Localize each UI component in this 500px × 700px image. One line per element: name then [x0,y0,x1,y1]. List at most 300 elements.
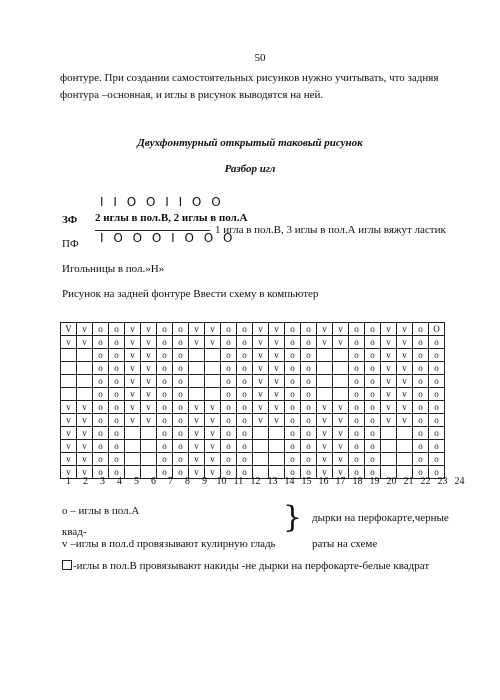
grid-cell: o [221,362,237,375]
grid-cell: o [109,362,125,375]
grid-cell: o [221,453,237,466]
grid-cell: o [173,427,189,440]
grid-cell: o [237,336,253,349]
grid-cell: o [301,388,317,401]
pattern-note: Рисунок на задней фонтуре Ввести схему в компьютер [62,288,319,300]
grid-cell: o [93,323,109,336]
grid-cell: o [173,440,189,453]
grid-row [61,349,445,362]
grid-row [61,453,445,466]
grid-cell: o [157,375,173,388]
grid-cell: v [125,388,141,401]
grid-cell: o [349,362,365,375]
grid-cell: o [429,349,445,362]
grid-cell [189,349,205,362]
grid-cell: v [189,453,205,466]
grid-cell [317,375,333,388]
grid-cell: v [397,362,413,375]
grid-cell: o [301,440,317,453]
grid-cell: v [381,388,397,401]
grid-row [61,427,445,440]
grid-cell: v [253,414,269,427]
section-subtitle: Разбор игл [224,163,276,175]
grid-cell: o [173,323,189,336]
grid-cell: v [189,466,205,479]
empty-square-icon [62,560,72,570]
grid-cell: o [349,336,365,349]
grid-cell: o [413,323,429,336]
grid-cell: o [365,427,381,440]
column-number: 18 [352,476,363,487]
legend-o: о – иглы в пол.А [62,505,140,517]
column-number: 11 [233,476,244,487]
column-number: 19 [369,476,380,487]
grid-cell: o [365,375,381,388]
section-title: Двухфонтурный открытый таковый рисунок [137,137,363,149]
grid-cell: v [205,466,221,479]
grid-cell: o [221,427,237,440]
intro-line-1: фонтуре. При создании самостоятельных рисунков нужно учитывать, что задняя [60,72,439,84]
grid-cell: o [285,349,301,362]
grid-cell: v [189,427,205,440]
grid-cell [397,440,413,453]
grid-cell [141,453,157,466]
back-bed-label: ПФ [62,238,79,250]
grid-cell: v [141,388,157,401]
grid-cell: o [109,440,125,453]
grid-cell: v [317,427,333,440]
grid-cell: v [77,440,93,453]
grid-cell [77,349,93,362]
grid-cell: v [381,336,397,349]
grid-cell: v [205,440,221,453]
grid-cell: o [413,427,429,440]
grid-cell: v [125,375,141,388]
grid-cell: o [221,401,237,414]
grid-cell: o [221,466,237,479]
grid-cell [77,362,93,375]
column-number: 4 [117,476,122,487]
grid-cell [189,388,205,401]
grid-cell: o [413,362,429,375]
grid-cell: o [301,427,317,440]
grid-cell: v [253,349,269,362]
grid-cell: v [333,414,349,427]
grid-cell: v [205,414,221,427]
front-bed-needle-code: I I O O I I O O [100,195,224,209]
front-bed-label: ЗФ [62,214,78,226]
grid-cell: o [157,414,173,427]
grid-cell: v [333,453,349,466]
grid-cell: v [205,323,221,336]
grid-cell: v [269,323,285,336]
grid-cell: o [93,388,109,401]
grid-cell: o [301,336,317,349]
intro-line-2: фонтура –основная, и иглы в рисунок выводятся на ней. [60,89,324,101]
grid-cell: o [349,427,365,440]
grid-cell [61,349,77,362]
grid-cell [381,440,397,453]
grid-row [61,440,445,453]
grid-cell: o [285,414,301,427]
column-number: 5 [134,476,139,487]
column-number: 3 [100,476,105,487]
grid-cell: o [365,414,381,427]
grid-cell [253,453,269,466]
grid-row [61,362,445,375]
grid-cell: o [109,414,125,427]
grid-cell: v [141,375,157,388]
grid-cell: v [317,323,333,336]
needle-beds-note: Игольницы в пол.»Н» [62,263,165,275]
grid-cell: v [189,440,205,453]
grid-cell: o [349,440,365,453]
grid-cell: o [221,323,237,336]
column-number: 8 [185,476,190,487]
grid-cell: o [109,349,125,362]
grid-cell: v [333,427,349,440]
grid-cell: o [93,349,109,362]
grid-cell: v [61,440,77,453]
grid-cell [397,427,413,440]
grid-cell [141,427,157,440]
grid-cell: o [157,388,173,401]
column-number: 17 [335,476,346,487]
grid-cell: v [269,375,285,388]
grid-cell [317,388,333,401]
grid-cell: o [285,362,301,375]
grid-cell: o [93,362,109,375]
grid-cell: o [365,349,381,362]
grid-cell: v [125,336,141,349]
column-number: 10 [216,476,227,487]
grid-cell: o [157,336,173,349]
grid-cell [77,388,93,401]
grid-cell: v [77,336,93,349]
grid-cell: v [77,453,93,466]
grid-cell: v [317,414,333,427]
column-number: 24 [454,476,465,487]
grid-cell: o [349,401,365,414]
grid-cell [205,388,221,401]
grid-row [61,323,445,336]
grid-cell: o [429,414,445,427]
grid-cell: v [253,362,269,375]
grid-cell: v [333,336,349,349]
grid-cell: v [381,323,397,336]
column-number: 14 [284,476,295,487]
grid-cell: o [301,453,317,466]
front-bed-text: 2 иглы в пол.В, 2 иглы в пол.А [95,212,248,224]
grid-cell: o [173,414,189,427]
grid-cell: v [189,401,205,414]
grid-cell: o [237,440,253,453]
grid-cell: o [93,375,109,388]
grid-cell [253,440,269,453]
grid-cell [189,375,205,388]
grid-cell: o [109,401,125,414]
grid-cell: v [125,349,141,362]
grid-cell: v [397,401,413,414]
grid-cell: v [61,414,77,427]
grid-cell: v [253,401,269,414]
grid-row [61,401,445,414]
grid-cell: v [381,349,397,362]
grid-cell: o [157,453,173,466]
grid-cell: o [285,375,301,388]
grid-cell: v [61,401,77,414]
grid-cell [77,375,93,388]
column-number: 22 [420,476,431,487]
legend-square-text: -иглы в пол.В провязывают накиды -не дырки на перфокарте-белые квадрат [73,560,430,572]
grid-cell: o [237,362,253,375]
grid-cell: o [285,401,301,414]
grid-cell [61,388,77,401]
grid-cell: v [141,414,157,427]
grid-cell: v [141,349,157,362]
grid-cell: o [173,375,189,388]
grid-cell: v [253,323,269,336]
grid-cell: v [397,349,413,362]
grid-cell: o [93,453,109,466]
grid-cell [269,453,285,466]
grid-cell: v [61,336,77,349]
grid-cell: v [397,323,413,336]
grid-cell: v [141,362,157,375]
grid-cell: o [93,466,109,479]
grid-cell [141,440,157,453]
grid-cell: o [365,440,381,453]
grid-cell: v [141,401,157,414]
grid-cell: o [413,336,429,349]
grid-cell: v [269,401,285,414]
grid-cell: v [269,349,285,362]
grid-cell: o [173,401,189,414]
grid-cell: o [237,323,253,336]
grid-cell: v [317,440,333,453]
grid-cell [253,427,269,440]
grid-cell: o [301,323,317,336]
column-number: 20 [386,476,397,487]
grid-cell: v [333,466,349,479]
grid-cell: o [93,336,109,349]
column-number: 12 [250,476,261,487]
grid-cell [269,440,285,453]
grid-cell [333,349,349,362]
column-number: 13 [267,476,278,487]
grid-cell: o [349,349,365,362]
grid-cell: o [93,414,109,427]
grid-cell: o [365,362,381,375]
grid-cell: v [333,401,349,414]
grid-cell: o [301,414,317,427]
grid-cell [269,427,285,440]
grid-cell: v [253,388,269,401]
grid-cell [381,453,397,466]
grid-cell: o [157,440,173,453]
grid-cell: o [109,427,125,440]
grid-cell: o [365,388,381,401]
grid-cell: v [205,336,221,349]
grid-cell: V [61,323,77,336]
grid-cell: v [125,414,141,427]
grid-cell: v [205,401,221,414]
column-number: 2 [83,476,88,487]
grid-cell: o [173,336,189,349]
back-bed-needle-code: I O O O I O O O [100,231,236,245]
grid-cell: o [301,466,317,479]
grid-cell: o [301,375,317,388]
column-number: 15 [301,476,312,487]
grid-cell: v [269,414,285,427]
grid-cell: v [125,362,141,375]
grid-cell: o [301,349,317,362]
grid-cell: o [413,453,429,466]
legend-v: v –иглы в пол.d провязывают кулирную гладь [62,538,276,550]
grid-cell: o [221,375,237,388]
grid-cell: o [365,466,381,479]
grid-cell: o [429,336,445,349]
grid-cell: o [429,375,445,388]
grid-cell [333,375,349,388]
grid-cell: o [109,466,125,479]
grid-cell [61,375,77,388]
grid-cell: o [413,466,429,479]
grid-cell: o [285,323,301,336]
grid-cell: v [269,388,285,401]
grid-cell: v [381,362,397,375]
grid-cell [333,388,349,401]
grid-cell: o [301,401,317,414]
column-number: 6 [151,476,156,487]
grid-cell: o [365,401,381,414]
grid-cell: o [93,440,109,453]
grid-cell: o [237,466,253,479]
grid-cell: v [381,375,397,388]
grid-cell: o [349,375,365,388]
grid-cell: o [237,388,253,401]
grid-cell [61,362,77,375]
grid-cell: o [173,466,189,479]
grid-row [61,388,445,401]
grid-cell: o [285,336,301,349]
grid-cell [205,375,221,388]
legend-brace: } [283,500,303,535]
grid-cell: o [109,323,125,336]
grid-row [61,414,445,427]
grid-cell: o [429,440,445,453]
grid-cell: o [109,453,125,466]
grid-cell [381,427,397,440]
grid-cell: o [413,375,429,388]
grid-cell [317,349,333,362]
grid-cell: v [77,414,93,427]
grid-cell [205,349,221,362]
grid-cell: v [253,375,269,388]
grid-cell: o [285,466,301,479]
grid-cell: v [205,453,221,466]
grid-cell: o [429,466,445,479]
grid-cell: v [317,453,333,466]
grid-cell: o [221,336,237,349]
column-numbers [60,476,468,487]
grid-cell: o [109,336,125,349]
grid-cell: o [285,388,301,401]
grid-cell: o [285,453,301,466]
grid-cell: v [397,388,413,401]
grid-cell: o [349,466,365,479]
grid-cell: v [253,336,269,349]
column-number: 23 [437,476,448,487]
grid-cell: v [77,401,93,414]
grid-cell: v [61,466,77,479]
column-number: 1 [66,476,71,487]
grid-cell: o [285,440,301,453]
grid-cell: v [205,427,221,440]
grid-cell: v [77,323,93,336]
grid-cell: o [301,362,317,375]
grid-cell: o [237,453,253,466]
grid-cell: o [413,414,429,427]
grid-cell: o [349,388,365,401]
grid-cell: o [349,453,365,466]
grid-cell: o [173,362,189,375]
grid-cell: o [221,414,237,427]
column-number: 9 [202,476,207,487]
grid-cell: v [77,466,93,479]
grid-cell: o [365,453,381,466]
grid-cell: o [173,453,189,466]
grid-cell: v [189,336,205,349]
grid-cell: O [429,323,445,336]
grid-cell [189,362,205,375]
grid-cell: o [237,427,253,440]
grid-cell: o [157,349,173,362]
grid-cell: v [125,401,141,414]
grid-cell: v [333,440,349,453]
grid-cell: o [93,427,109,440]
grid-cell: v [317,466,333,479]
grid-cell: v [397,375,413,388]
grid-cell: o [173,388,189,401]
grid-cell: o [237,414,253,427]
grid-cell: v [397,414,413,427]
grid-cell: o [365,336,381,349]
legend-right-bottom: раты на схеме [312,538,378,550]
grid-cell: v [269,336,285,349]
grid-cell: v [381,401,397,414]
grid-cell: v [317,336,333,349]
grid-cell [205,362,221,375]
grid-cell: o [413,440,429,453]
grid-cell: o [349,323,365,336]
grid-cell: o [157,466,173,479]
page-number: 50 [254,52,266,64]
grid-row [61,336,445,349]
grid-cell [125,427,141,440]
grid-cell: v [381,414,397,427]
grid-cell: o [349,414,365,427]
grid-cell: o [429,427,445,440]
grid-cell: o [285,427,301,440]
grid-cell: o [429,362,445,375]
grid-cell: o [157,362,173,375]
back-bed-text: 1 игла в пол.В, 3 иглы в пол.А иглы вяжут ластик [215,224,446,236]
grid-cell: v [317,401,333,414]
grid-cell: o [221,440,237,453]
grid-cell: o [413,388,429,401]
grid-cell: o [157,323,173,336]
